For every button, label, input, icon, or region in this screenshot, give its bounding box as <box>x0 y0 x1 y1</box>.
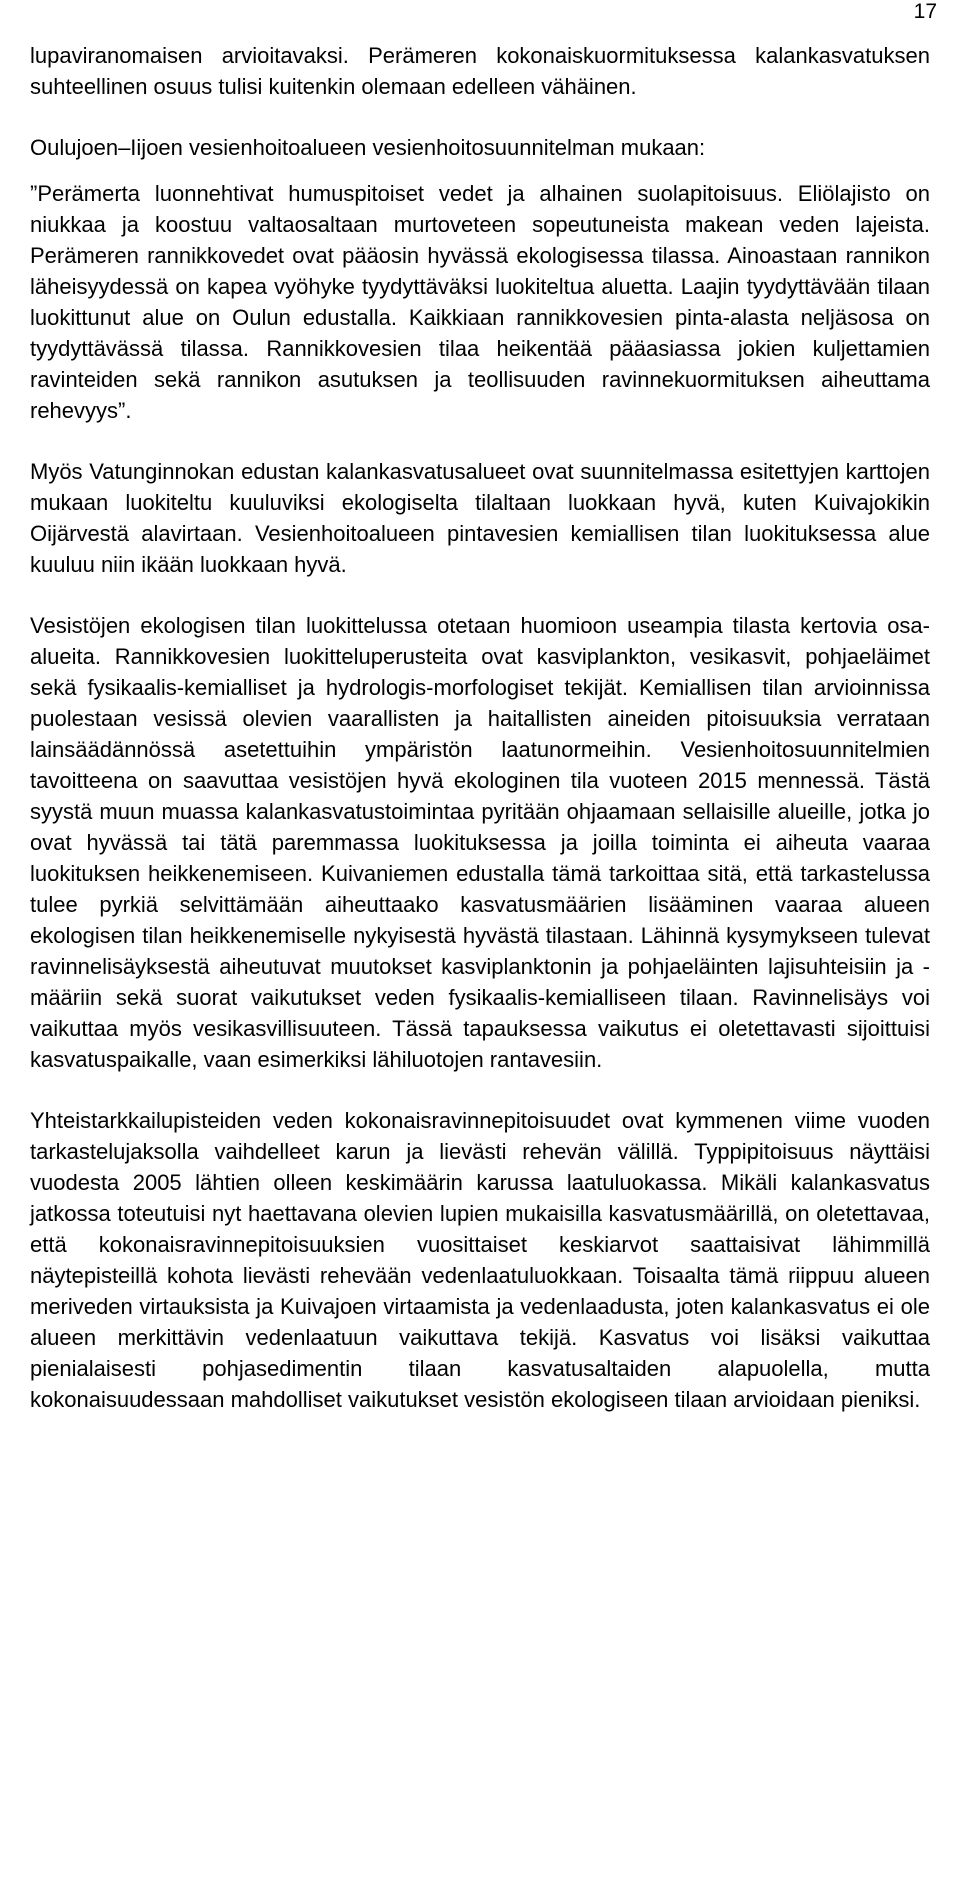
paragraph-2: Oulujoen–Iijoen vesienhoitoalueen vesienhoitosuunnitelman mukaan: <box>30 135 706 160</box>
quote-paragraph: ”Perämerta luonnehtivat humuspitoiset vedet ja alhainen suolapitoisuus. Eliölajisto on niukkaa ja koostuu valtaosaltaan murtoveteen sopeutuneista makean veden lajeista. Perämeren rannikkovedet ovat pääosin hyvässä ekologisessa tilassa. Ainoastaan rannikon läheisyydessä on kapea vyöhyke tyydyttäväksi luokiteltua aluetta. Laajin tyydyttävään tilaan luokittunut alue on Oulun edustalla. Kaikkiaan rannikkovesien pinta-alasta neljäsosa on tyydyttävässä tilassa. Rannikkovesien tilaa heikentää pääasiassa jokien kuljettamien ravinteiden sekä rannikon asutuksen ja teollisuuden ravinnekuormituksen aiheuttama rehevyys”. <box>30 181 930 423</box>
paragraph-4: Vesistöjen ekologisen tilan luokittelussa otetaan huomioon useampia tilasta kertovia osa-alueita. Rannikkovesien luokitteluperusteita ovat kasviplankton, vesikasvit, pohjaeläimet sekä fysikaalis-kemialliset ja hydrologis-morfologiset tekijät. Kemiallisen tilan arvioinnissa puolestaan vesissä olevien vaarallisten ja haitallisten aineiden pitoisuuksia verrataan lainsäädännössä asetettuihin ympäristön laatunormeihin. Vesienhoitosuunnitelmien tavoitteena on saavuttaa vesistöjen hyvä ekologinen tila vuoteen 2015 mennessä. Tästä syystä muun muassa kalankasvatustoimintaa pyritään ohjaamaan sellaisille alueille, jotka jo ovat hyvässä tai tätä paremmassa luokituksessa ja joilla toiminta ei aiheuta vaaraa luokituksen heikkenemiseen. Kuivaniemen edustalla tämä tarkoittaa sitä, että tarkastelussa tulee pyrkiä selvittämään aiheuttaako kasvatusmäärien lisääminen vaaraa alueen ekologisen tilan heikkenemiselle nykyisestä hyvästä tilastaan. Lähinnä kysymykseen tulevat ravinnelisäyksestä aiheutuvat muutokset kasviplanktonin ja pohjaeläinten lajisuhteisiin ja -määriin sekä suorat vaikutukset veden fysikaalis-kemialliseen tilaan. Ravinnelisäys voi vaikuttaa myös vesikasvillisuuteen. Tässä tapauksessa vaikutus ei oletettavasti sijoittuisi kasvatuspaikalle, vaan esimerkiksi lähiluotojen rantavesiin. <box>30 613 930 1072</box>
paragraph-5: Yhteistarkkailupisteiden veden kokonaisravinnepitoisuudet ovat kymmenen viime vuoden tarkastelujaksolla vaihdelleet karun ja lievästi rehevän välillä. Typpipitoisuus näyttäisi vuodesta 2005 lähtien olleen keskimäärin karussa laatuluokassa. Mikäli kalankasvatus jatkossa toteutuisi nyt haettavana olevien lupien mukaisilla kasvatusmäärillä, on oletettavaa, että kokonaisravinnepitoisuuksien vuosittaiset keskiarvot saattaisivat lähimmillä näytepisteillä kohota lievästi rehevään vedenlaatuluokkaan. Toisaalta tämä riippuu alueen meriveden virtauksista ja Kuivajoen virtaamista ja vedenlaadusta, joten kalankasvatus ei ole alueen merkittävin vedenlaatuun vaikuttava tekijä. Kasvatus voi lisäksi vaikuttaa pienialaisesti pohjasedimentin tilaan kasvatusaltaiden alapuolella, mutta kokonaisuudessaan mahdolliset vaikutukset vesistön ekologiseen tilaan arvioidaan pieniksi. <box>30 1108 930 1412</box>
paragraph-3: Myös Vatunginnokan edustan kalankasvatusalueet ovat suunnitelmassa esitettyjen karttojen mukaan luokiteltu kuuluviksi ekologiselta tilaltaan luokkaan hyvä, kuten Kuivajokikin Oijärvestä alavirtaan. Vesienhoitoalueen pintavesien kemiallisen tilan luokituksessa alue kuuluu niin ikään luokkaan hyvä. <box>30 459 930 577</box>
page-number: 17 <box>913 0 937 23</box>
document-body <box>30 40 930 1445</box>
paragraph-1: lupaviranomaisen arvioitavaksi. Perämeren kokonaiskuormituksessa kalankasvatuksen suhteellinen osuus tulisi kuitenkin olemaan edelleen vähäinen. <box>30 43 930 99</box>
